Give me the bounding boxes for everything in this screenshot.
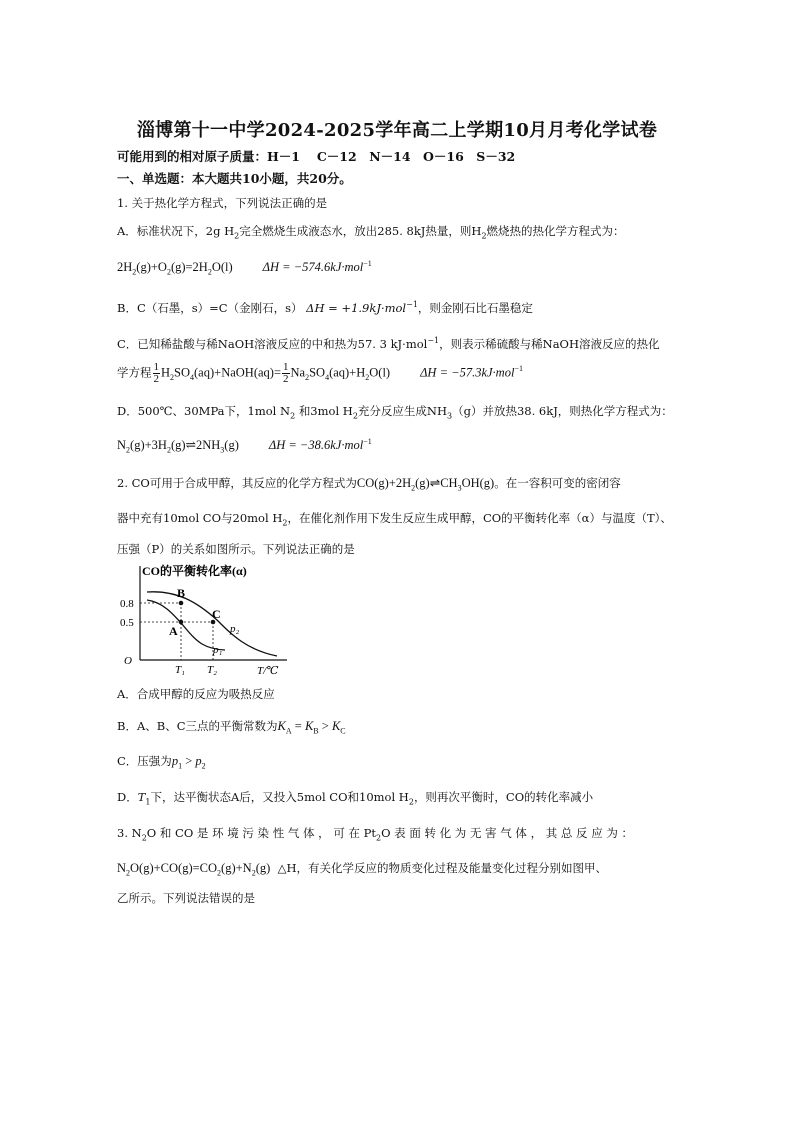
text-run: 完全燃烧生成液态水，放出285. 8kJ热量，则H: [239, 224, 482, 238]
q2-option-d: D．$T_1$下，达平衡状态A后，又投入5mol CO和10mol $H_2$，则再次平衡时，CO的转化率减小: [117, 790, 594, 807]
point-a: [179, 620, 184, 625]
point-label-b: B: [177, 586, 186, 600]
delta-h: ΔH = −574.6kJ·mol: [262, 260, 364, 275]
text-run: B．C（石墨，s）=C（金刚石，s）: [117, 300, 303, 315]
q2-stem: 2. CO可用于合成甲醇，其反应的化学方程式为$CO(g)+2H_2(g)\rightleftharpoons CH_3OH(g)$。在一容积可变的密闭容: [117, 476, 621, 493]
y-tick-label-0: 0.8: [120, 598, 134, 610]
point-label-c: C: [212, 607, 221, 621]
text-run: ，则金刚石比石墨稳定: [417, 300, 533, 315]
q3-line3: 乙所示。下列说法错误的是: [117, 891, 255, 905]
delta-h: ΔH = −38.6kJ·mol: [268, 438, 364, 453]
text-run: 燃烧热的热化学方程式为：: [486, 224, 625, 238]
text-run: C．已知稀盐酸与稀NaOH溶液反应的中和热为57. 3 kJ·mol: [117, 336, 428, 351]
text-run: B．A、B、C三点的平衡常数为: [117, 719, 278, 733]
q2-line2: 器中充有10mol CO与20mol $H_2$，在催化剂作用下发生反应生成甲醇，CO的平衡转化率（α）与温度（T）、: [117, 511, 672, 528]
text-run: ，则再次平衡时，CO的转化率减小: [413, 790, 594, 804]
text-run: △H，有关化学反应的物质变化过程及能量变化过程分别如图甲、: [277, 861, 607, 875]
y-tick-label-1: 0.5: [120, 617, 134, 629]
series-label-p1: p₁: [213, 644, 223, 656]
text-run: A．标准状况下，2g H: [117, 224, 235, 238]
text-run: 。在一容积可变的密闭容: [494, 476, 621, 490]
text-run: 2. CO可用于合成甲醇，其反应的化学方程式为: [117, 476, 357, 490]
q1-option-d-equation: $N_2(g)+3H_2(g)\rightleftharpoons 2NH_3(g) \Delta H = -38.6kJ\cdot mol^{-1}$: [117, 437, 372, 455]
point-b: [179, 601, 184, 606]
text-run: 器中充有10mol CO与20mol H: [117, 511, 283, 525]
q2-option-b: B．A、B、C三点的平衡常数为$K_A = K_B > K_C$: [117, 719, 346, 736]
page-title: 淄博第十一中学2024-2025学年高二上学期10月月考化学试卷: [136, 120, 658, 141]
atomic-masses: 可能用到的相对原子质量：H－1 C－12 N－14 O－16 S－32: [117, 149, 516, 164]
text-run: ，则表示稀硫酸与稀NaOH溶液反应的热化: [439, 336, 660, 351]
q1-option-a: A．标准状况下，2g $H_2$完全燃烧生成液态水，放出285. 8kJ热量，则$H_2$燃烧热的热化学方程式为：: [117, 224, 625, 241]
q3-stem: 3. $N_2O$ 和 CO 是 环 境 污 染 性 气 体 ， 可 在 $Pt_2O$ 表 面 转 化 为 无 害 气 体 ， 其 总 反 应 为 ：: [117, 826, 634, 843]
text-run: D．500℃、30MPa下，1mol N: [117, 404, 291, 418]
point-label-a: A: [169, 624, 178, 638]
text-run: （g）并放热38. 6kJ，则热化学方程式为：: [452, 404, 673, 418]
chart-title: CO的平衡转化率(α): [142, 564, 247, 578]
q2-option-a: A．合成甲醇的反应为吸热反应: [117, 687, 275, 701]
origin-label: O: [124, 655, 132, 667]
text-run: 3. N: [117, 826, 142, 840]
delta-h: ΔH = +1.9kJ·mol: [306, 300, 407, 315]
x-tick-label-t1: T₁: [175, 664, 185, 676]
text-run: ，在催化剂作用下发生反应生成甲醇，CO的平衡转化率（α）与温度（T）、: [287, 511, 672, 525]
x-tick-label-t2: T₂: [207, 664, 217, 676]
text-run: O 表 面 转 化 为 无 害 气 体 ， 其 总 反 应 为 ：: [381, 826, 634, 840]
conversion-chart: [117, 560, 297, 680]
series-label-p2: p₂: [230, 623, 240, 635]
q2-option-c: C．压强为$p_1 > p_2$: [117, 754, 206, 771]
q1-option-c: C．已知稀盐酸与稀NaOH溶液反应的中和热为57. 3 kJ·mol$^{-1}$，则表示稀硫酸与稀NaOH溶液反应的热化: [117, 336, 660, 351]
q2-line3: 压强（P）的关系如图所示。下列说法正确的是: [117, 542, 355, 556]
q1-stem: 1. 关于热化学方程式，下列说法正确的是: [117, 196, 328, 210]
q1-option-d: D．500℃、30MPa下，1mol $N_2$ 和3mol $H_2$充分反应生成$NH_3(g)$并放热38. 6kJ，则热化学方程式为：: [117, 404, 673, 421]
text-run: O 和 CO 是 环 境 污 染 性 气 体 ， 可 在 Pt: [146, 826, 376, 840]
x-axis-label: T/℃: [257, 665, 279, 677]
q1-option-a-equation: $2H_2(g)+O_2(g)=2H_2O(l) \Delta H = -574.6kJ\cdot mol^{-1}$: [117, 259, 372, 277]
section-heading: 一、单选题：本大题共10小题，共20分。: [117, 171, 352, 186]
text-run: 下，达平衡状态A后，又投入5mol CO和10mol H: [150, 790, 409, 804]
q3-line2: $N_2O(g)+CO(g)=CO_2(g)+N_2(g)$ △H，有关化学反应的物质变化过程及能量变化过程分别如图甲、: [117, 861, 607, 878]
q1-option-b: B．C（石墨，s）=C（金刚石，s） ΔH = +1.9kJ·mol$^{-1}$，则金刚石比石墨稳定: [117, 300, 533, 315]
q1-option-c-equation: 学方程 $\frac{1}{2}$ $H_2SO_4(aq)+NaOH(aq)=$ $\frac{1}{2}$ $Na_2SO_4(aq)+H_2O(l) \Delta H = -57.3kJ\cdot mol^{-1}$: [117, 361, 523, 385]
text-run: 学方程: [117, 365, 152, 380]
text-run: D．: [117, 790, 138, 804]
delta-h: ΔH = −57.3kJ·mol: [420, 365, 515, 380]
text-run: 和3mol H: [298, 404, 353, 418]
text-run: 充分反应生成NH: [357, 404, 448, 418]
text-run: C．压强为: [117, 754, 172, 768]
